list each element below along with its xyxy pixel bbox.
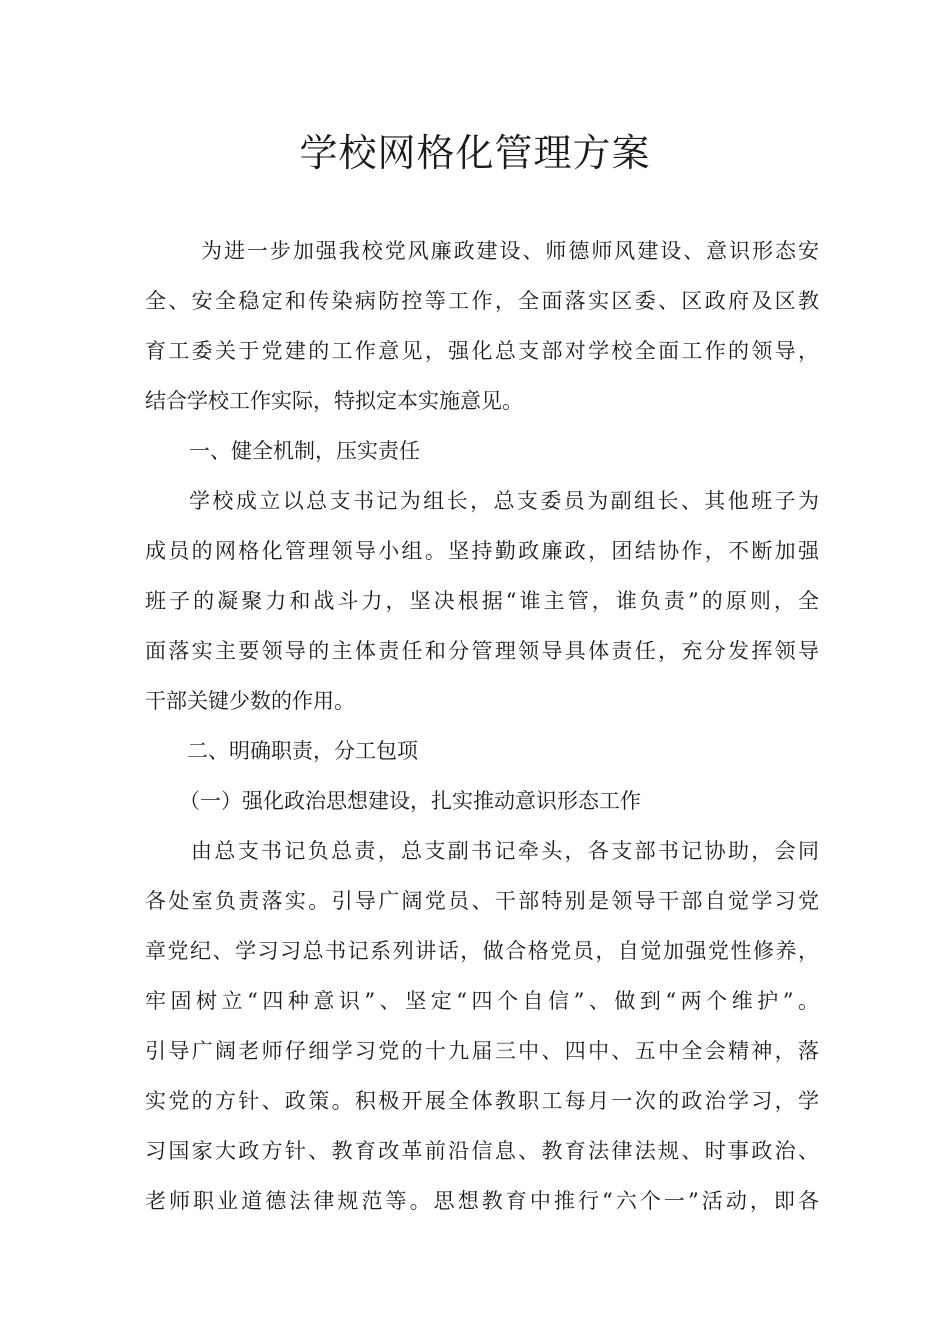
paragraph-line: 引导广阔老师仔细学习党的十九届三中、四中、五中全会精神，落 xyxy=(145,1039,819,1063)
section-heading: 二、明确职责，分工包项 xyxy=(187,739,418,763)
paragraph-line: 结合学校工作实际，特拟定本实施意见。 xyxy=(145,389,523,413)
paragraph-line: 育工委关于党建的工作意见，强化总支部对学校全面工作的领导， xyxy=(145,339,819,363)
paragraph-line: 学校成立以总支书记为组长，总支委员为副组长、其他班子为 xyxy=(189,489,819,513)
paragraph-line: 班子的凝聚力和战斗力，坚决根据“谁主管，谁负责”的原则，全 xyxy=(145,589,819,613)
paragraph-line: 实党的方针、政策。积极开展全体教职工每月一次的政治学习，学 xyxy=(145,1089,819,1113)
paragraph-line: 干部关键少数的作用。 xyxy=(145,689,355,713)
paragraph-line: 牢固树立“四种意识”、坚定“四个自信”、做到“两个维护”。 xyxy=(145,989,819,1013)
paragraph-line: 老师职业道德法律规范等。思想教育中推行“六个一”活动，即各 xyxy=(145,1189,819,1213)
document-body xyxy=(145,226,819,1226)
paragraph-line: 各处室负责落实。引导广阔党员、干部特别是领导干部自觉学习党 xyxy=(145,889,819,913)
section-heading: 一、健全机制，压实责任 xyxy=(189,439,420,463)
paragraph-line: 全、安全稳定和传染病防控等工作，全面落实区委、区政府及区教 xyxy=(145,289,819,313)
paragraph-line: 章党纪、学习习总书记系列讲话，做合格党员，自觉加强党性修养， xyxy=(145,939,819,963)
paragraph-line: 由总支书记负总责，总支副书记牵头，各支部书记协助，会同 xyxy=(191,839,819,863)
document-title: 学校网格化管理方案 xyxy=(299,131,651,175)
paragraph-line: 面落实主要领导的主体责任和分管理领导具体责任，充分发挥领导 xyxy=(145,639,819,663)
paragraph-line: 成员的网格化管理领导小组。坚持勤政廉政，团结协作，不断加强 xyxy=(145,539,819,563)
paragraph-line: 习国家大政方针、教育改革前沿信息、教育法律法规、时事政治、 xyxy=(145,1139,819,1163)
subsection-heading: （一）强化政治思想建设，扎实推动意识形态工作 xyxy=(179,789,641,813)
paragraph-line: 为进一步加强我校党风廉政建设、师德师风建设、意识形态安 xyxy=(201,239,819,263)
